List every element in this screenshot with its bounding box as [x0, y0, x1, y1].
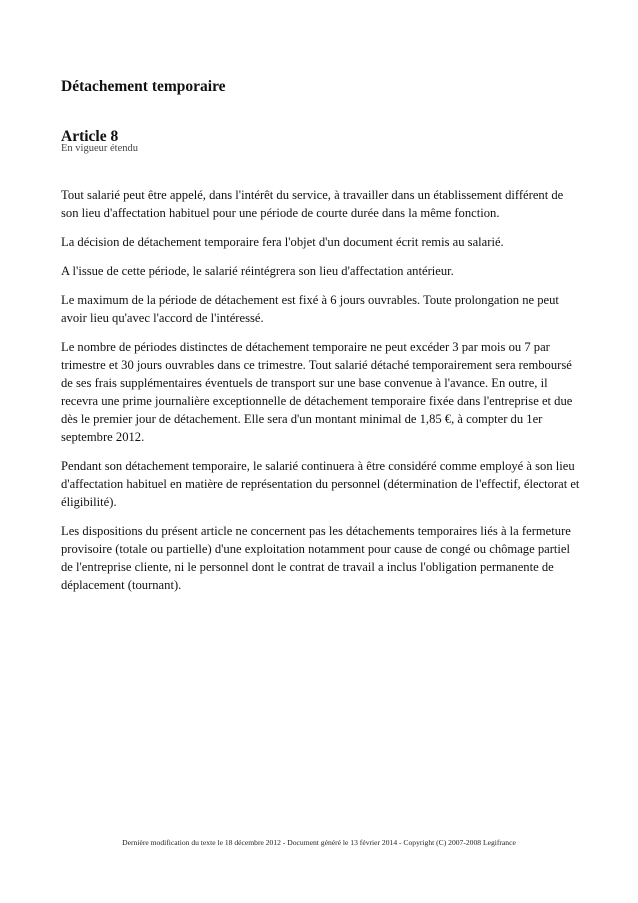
paragraph: Le maximum de la période de détachement est fixé à 6 jours ouvrables. Toute prolongation ne peut avoir lieu qu'avec l'accord de l'intéressé. [61, 293, 559, 325]
paragraph: A l'issue de cette période, le salarié réintégrera son lieu d'affectation antérieur. [61, 264, 454, 278]
page-title: Détachement temporaire [61, 78, 226, 95]
paragraph: Tout salarié peut être appelé, dans l'intérêt du service, à travailler dans un établissement différent de son lieu d'affectation habituel pour une période de courte durée dans la même fonction. [61, 188, 564, 220]
paragraph: Le nombre de périodes distinctes de détachement temporaire ne peut excéder 3 par mois ou 7 par trimestre et 30 jours ouvrables dans ce trimestre. Tout salarié détaché temporairement sera remboursé de ses frais supplémentaires éventuels de transport sur une base convenue à l'avance. En outre, il recevra une prime journalière exceptionnelle de détachement temporaire fixée dans l'entreprise et due dès le premier jour de détachement. Elle sera d'un montant minimal de 1,85 €, à compter du 1er septembre 2012. [61, 340, 573, 444]
paragraph: Pendant son détachement temporaire, le salarié continuera à être considéré comme employé à son lieu d'affectation habituel en matière de représentation du personnel (détermination de l'effectif, électorat et éligibilité). [61, 459, 580, 509]
article-body [61, 186, 581, 605]
paragraph: La décision de détachement temporaire fera l'objet d'un document écrit remis au salarié. [61, 235, 504, 249]
page-footer: Dernière modification du texte le 18 décembre 2012 - Document généré le 13 février 2014 - Copyright (C) 2007-2008 Legifrance [122, 838, 516, 847]
paragraph: Les dispositions du présent article ne concernent pas les détachements temporaires liés à la fermeture provisoire (totale ou partielle) d'une exploitation notamment pour cause de congé ou chômage partiel de l'entreprise cliente, ni le personnel dont le contrat de travail a inclus l'obligation permanente de déplacement (tournant). [61, 524, 571, 592]
article-status: En vigueur étendu [61, 143, 138, 154]
article-heading: Article 8 [61, 128, 119, 145]
